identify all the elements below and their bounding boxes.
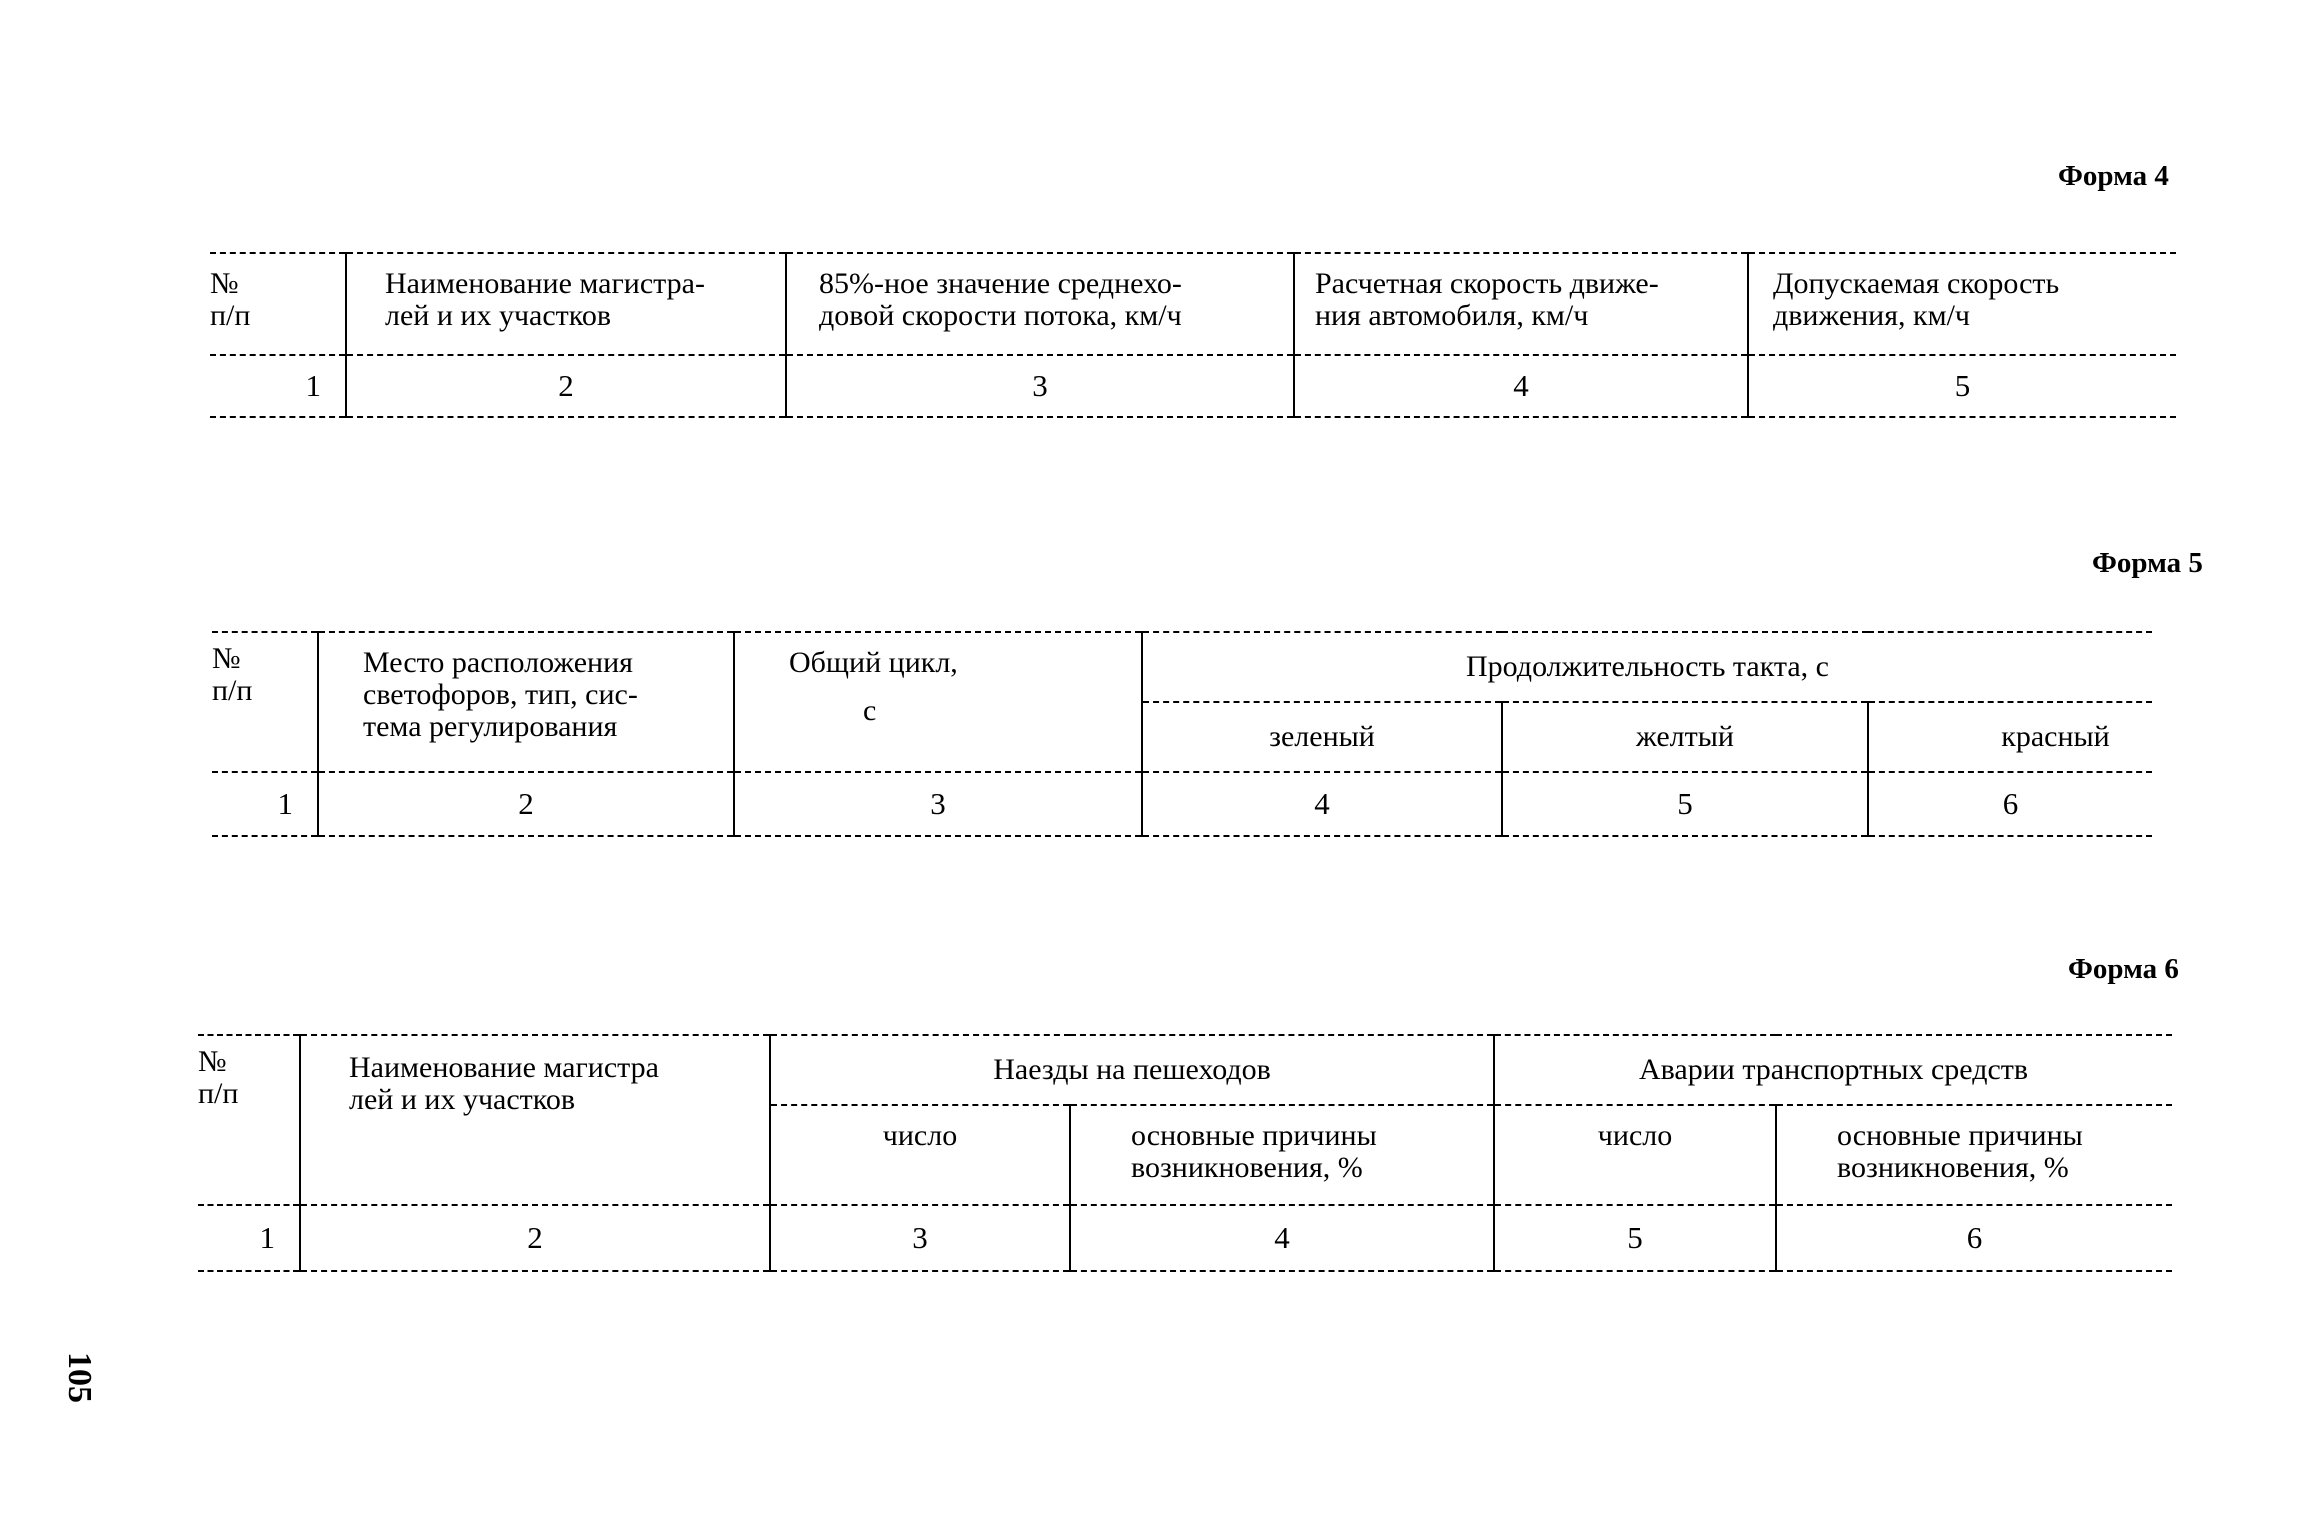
form6-number-row (198, 1205, 2172, 1271)
form5-col-number: 4 (1142, 772, 1502, 836)
form5-col-number: 2 (318, 772, 734, 836)
form6-header-row (198, 1035, 2172, 1105)
form6-col-number: 2 (300, 1205, 770, 1271)
form6-col-number: 5 (1494, 1205, 1776, 1271)
form5-title: Форма 5 (2092, 547, 2203, 579)
form4-col-number: 5 (1748, 355, 2176, 417)
form4-header-num: № п/п (210, 253, 346, 355)
page-number: 105 (61, 1352, 98, 1403)
form4-header-allowed-speed: Допускаемая скорость движения, км/ч (1748, 253, 2176, 355)
form5-header-cycle (734, 632, 1142, 772)
form5-number-row (212, 772, 2152, 836)
form5-header-phase-group: Продолжительность такта, с (1142, 632, 2152, 702)
form6-header-pedestrian-group: Наезды на пешеходов (770, 1035, 1494, 1105)
form6-header-veh-causes: основные причины возникновения, % (1776, 1105, 2172, 1205)
form4-header-design-speed: Расчетная скорость движе- ния автомобиля, км/ч (1294, 253, 1748, 355)
form5-header-green: зеленый (1142, 702, 1502, 772)
form5-header-row (212, 632, 2152, 702)
form4-number-row (210, 355, 2176, 417)
form6-header-num: № п/п (198, 1035, 300, 1205)
form4-col-number: 1 (210, 355, 346, 417)
form4-header-row (210, 253, 2176, 355)
form6-header-ped-causes: основные причины возникновения, % (1070, 1105, 1494, 1205)
form5-col-number: 5 (1502, 772, 1868, 836)
form4-col-number: 4 (1294, 355, 1748, 417)
form4-header-avg-speed: 85%-ное значение среднехо- довой скорости потока, км/ч (786, 253, 1294, 355)
form4-col-number: 2 (346, 355, 786, 417)
form4-table (210, 252, 2176, 418)
form5-header-location: Место расположения светофоров, тип, сис- тема регулирования (318, 632, 734, 772)
form4-title: Форма 4 (2058, 160, 2169, 192)
form6-col-number: 6 (1776, 1205, 2172, 1271)
form6-header-vehicle-group: Аварии транспортных средств (1494, 1035, 2172, 1105)
form6-col-number: 4 (1070, 1205, 1494, 1271)
form6-header-veh-count: число (1494, 1105, 1776, 1205)
form5-col-number: 3 (734, 772, 1142, 836)
form5-header-yellow: желтый (1502, 702, 1868, 772)
form4-col-number: 3 (786, 355, 1294, 417)
form5-header-cycle-unit: с (863, 693, 877, 727)
form6-table (198, 1034, 2172, 1272)
form5-header-red: красный (1868, 702, 2152, 772)
form5-col-number: 6 (1868, 772, 2152, 836)
form5-table (212, 631, 2152, 837)
form6-header-ped-count: число (770, 1105, 1070, 1205)
form4-header-name: Наименование магистра- лей и их участков (346, 253, 786, 355)
form6-col-number: 1 (198, 1205, 300, 1271)
form5-col-number: 1 (212, 772, 318, 836)
form5-header-cycle-label: Общий цикл, (789, 646, 958, 679)
form5-header-num: № п/п (212, 632, 318, 772)
form6-header-name: Наименование магистра лей и их участков (300, 1035, 770, 1205)
form6-title: Форма 6 (2068, 953, 2179, 985)
form6-col-number: 3 (770, 1205, 1070, 1271)
